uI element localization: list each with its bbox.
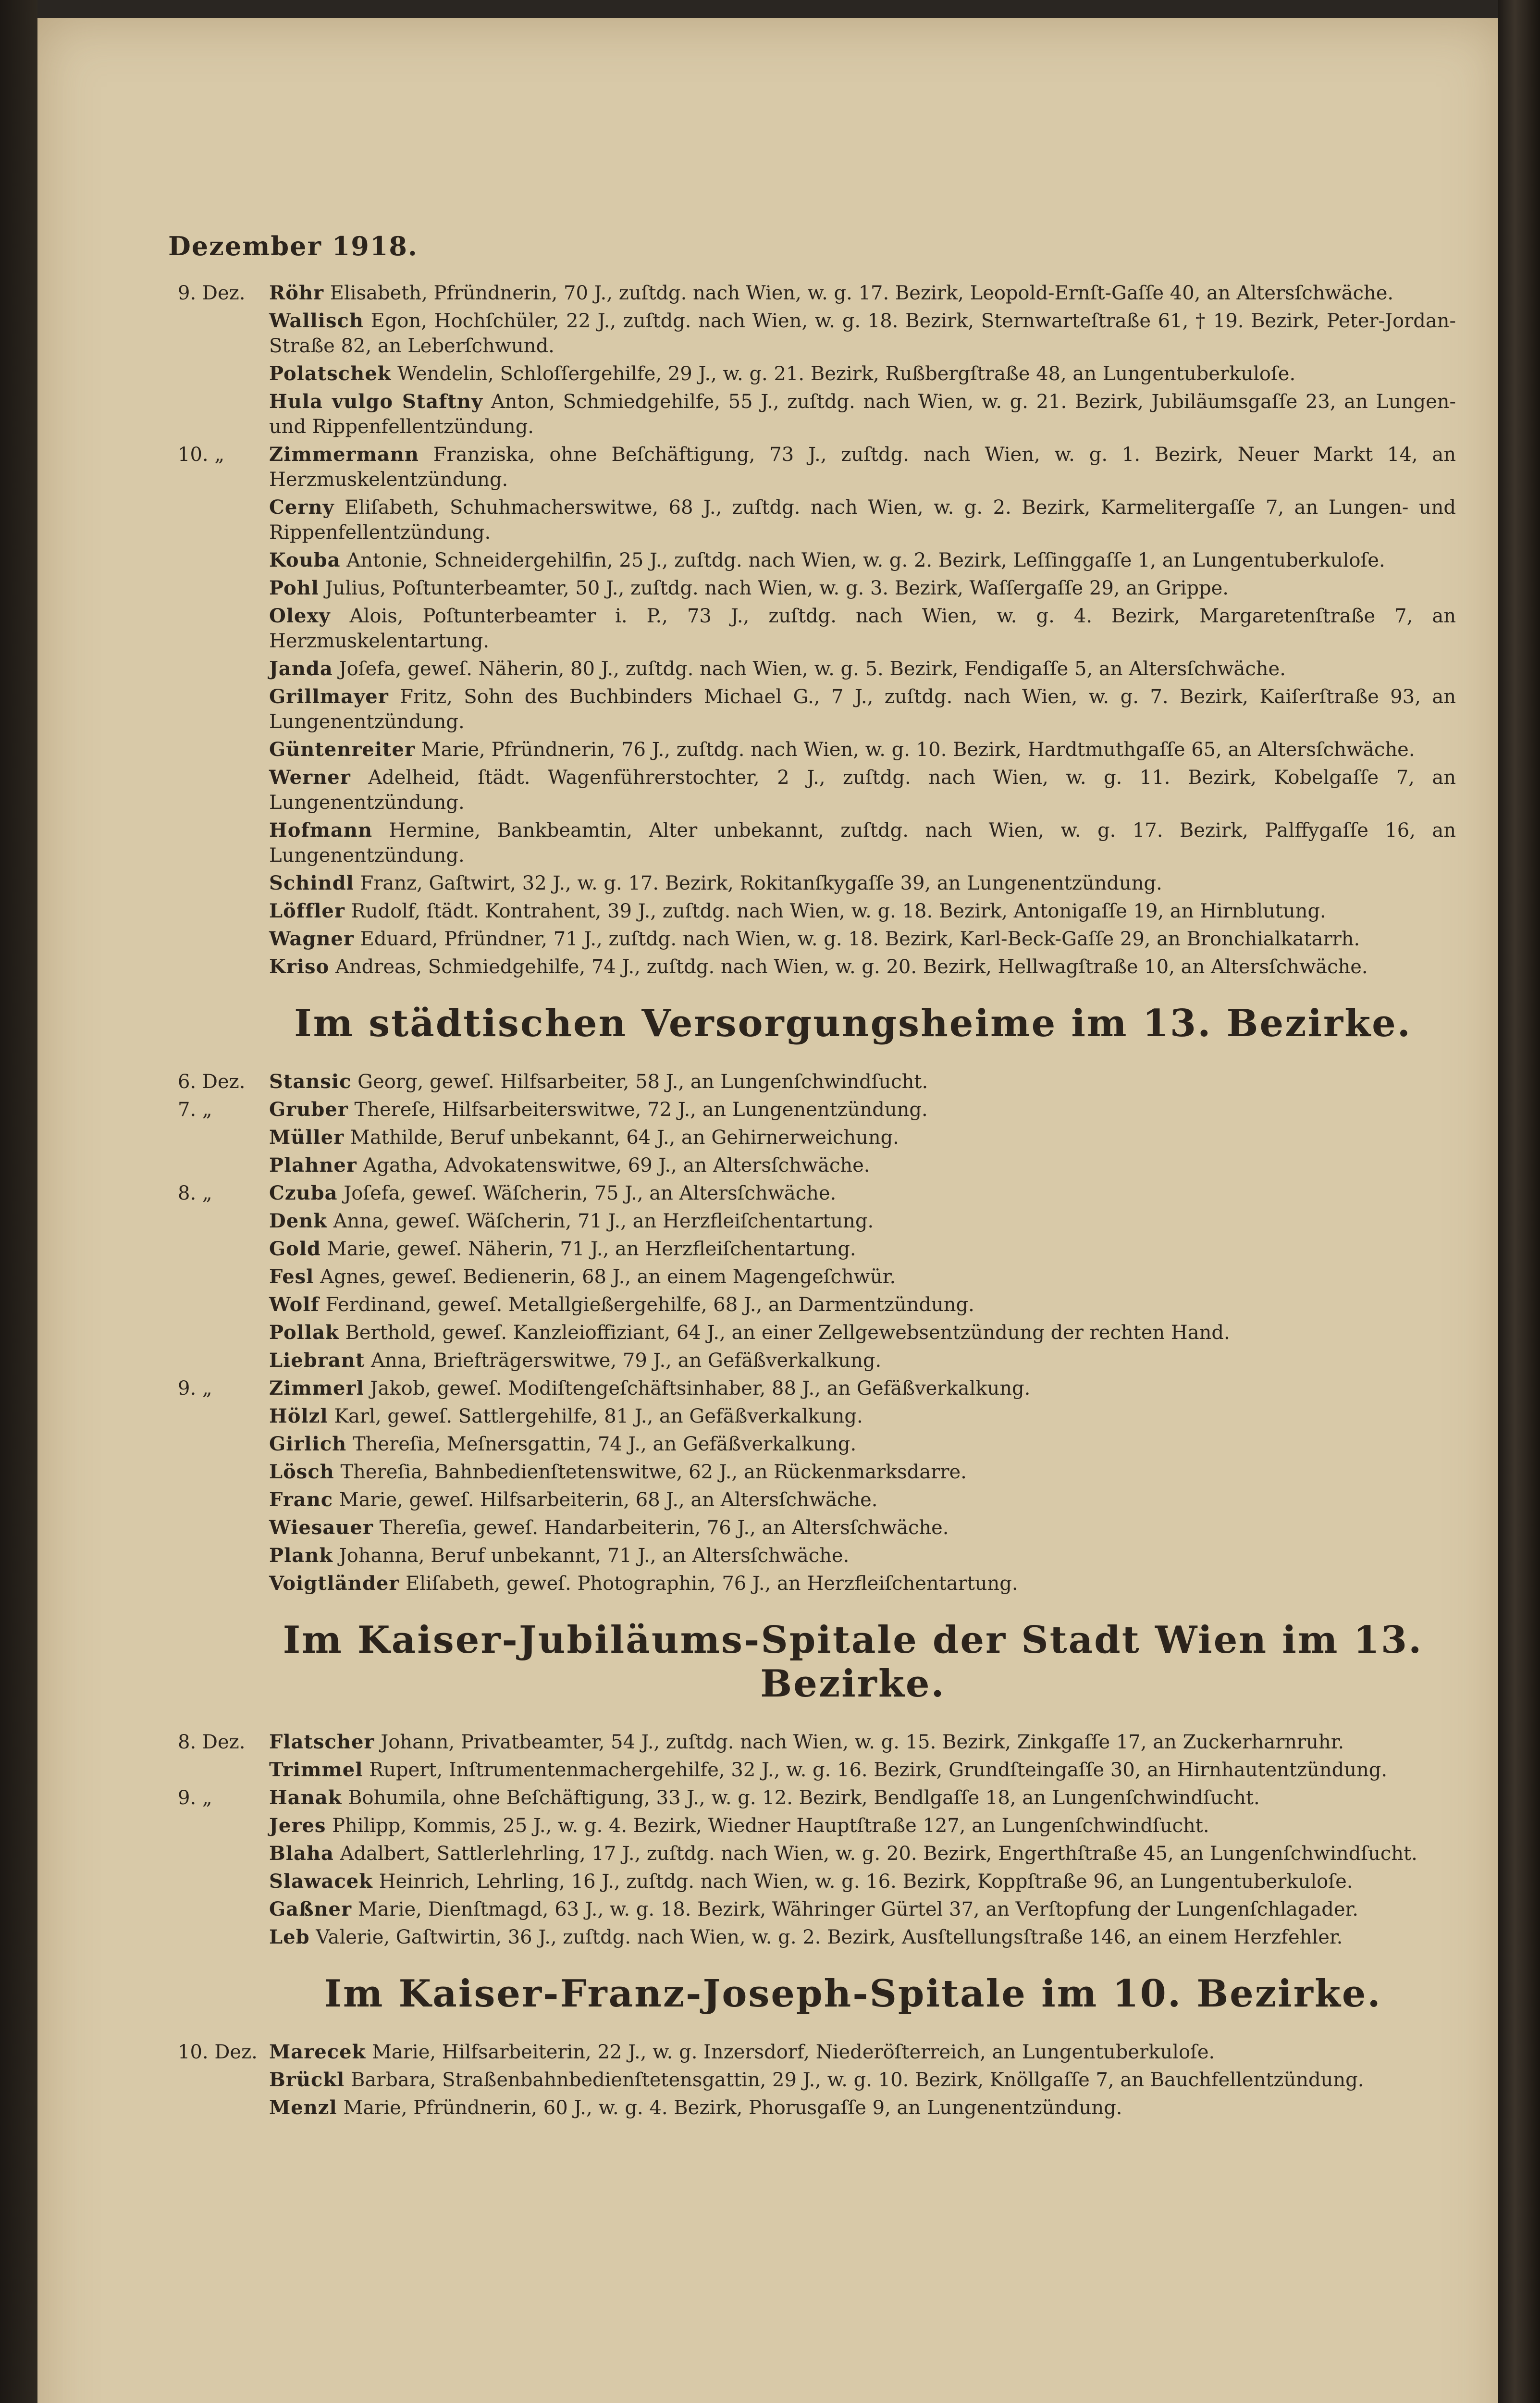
death-record-entry — [130, 1487, 1456, 1512]
entry-details: Andreas, Schmiedgehilfe, 74 J., zuſtdg. nach Wien, w. g. 20. Bezirk, Hellwagſtraße 10, an Altersſchwäche. — [335, 956, 1368, 978]
entry-date: 8. Dez. — [178, 1731, 246, 1753]
entry-name: Kriso — [269, 955, 330, 978]
death-record-entry — [130, 1292, 1456, 1317]
death-record-entry — [130, 1897, 1456, 1922]
entry-name: Hofmann — [269, 819, 373, 842]
death-record-entry — [130, 1069, 1456, 1094]
entry-details: Franziska, ohne Beſchäftigung, 73 J., zuſtdg. nach Wien, w. g. 1. Bezirk, Neuer Markt 14, an Herzmuskelentzündung. — [269, 444, 1456, 491]
entry-name: Lösch — [269, 1461, 334, 1483]
death-record-entry — [130, 1543, 1456, 1568]
entry-body — [269, 1730, 1456, 1755]
death-record-entry — [130, 927, 1456, 952]
entry-details: Ferdinand, geweſ. Metallgießergehilfe, 68 J., an Darmentzündung. — [325, 1294, 974, 1316]
death-record-entry — [130, 281, 1456, 306]
death-record-entry — [130, 309, 1456, 359]
entry-body — [269, 1460, 1456, 1485]
entry-body — [269, 1432, 1456, 1457]
entry-date: 7. „ — [178, 1099, 212, 1121]
entry-date: 10. „ — [178, 444, 225, 466]
entry-body — [269, 1925, 1456, 1950]
entry-body — [269, 737, 1456, 762]
entry-name: Fesl — [269, 1265, 314, 1288]
entry-date: 6. Dez. — [178, 1071, 246, 1093]
entry-name: Gaßner — [269, 1898, 352, 1920]
entry-date: 9. „ — [178, 1377, 212, 1400]
death-record-entry — [130, 871, 1456, 896]
document-content — [130, 231, 1456, 2123]
entry-name: Czuba — [269, 1182, 338, 1204]
entry-details: Berthold, geweſ. Kanzleioffiziant, 64 J., an einer Zellgewebsentzündung der rechten Hand. — [345, 1322, 1230, 1344]
death-record-entry — [130, 1515, 1456, 1540]
entry-name: Röhr — [269, 282, 324, 304]
entry-body — [269, 1758, 1456, 1783]
entry-body — [269, 1515, 1456, 1540]
death-record-entry — [130, 548, 1456, 573]
entry-details: Joſefa, geweſ. Wäſcherin, 75 J., an Altersſchwäche. — [344, 1182, 837, 1204]
entry-details: Marie, geweſ. Hilfsarbeiterin, 68 J., an Altersſchwäche. — [339, 1489, 878, 1511]
entry-details: Valerie, Gaſtwirtin, 36 J., zuſtdg. nach Wien, w. g. 2. Bezirk, Ausſtellungsſtraße 146, an einem Herzfehler. — [316, 1926, 1343, 1948]
death-record-entry — [130, 389, 1456, 439]
entry-body — [269, 2068, 1456, 2093]
scan-right-edge — [1498, 0, 1540, 2403]
entry-details: Mathilde, Beruf unbekannt, 64 J., an Gehirnerweichung. — [350, 1127, 899, 1149]
entry-name: Hula vulgo Staftny — [269, 390, 483, 413]
entry-body — [269, 1097, 1456, 1122]
entry-date: 9. „ — [178, 1787, 212, 1809]
death-record-entry — [130, 656, 1456, 681]
entry-name: Grillmayer — [269, 685, 389, 708]
entry-name: Wolf — [269, 1293, 320, 1316]
scan-left-edge — [0, 0, 37, 2403]
entry-body — [269, 1869, 1456, 1894]
entry-body — [269, 548, 1456, 573]
entry-name: Güntenreiter — [269, 738, 416, 761]
entry-name: Hölzl — [269, 1405, 328, 1427]
death-record-entry — [130, 1181, 1456, 1206]
entry-details: Adelheid, ſtädt. Wagenführerstochter, 2 J., zuſtdg. nach Wien, w. g. 11. Bezirk, Kobelgaſſe 7, an Lungenentzündung. — [269, 767, 1456, 814]
entry-date: 9. Dez. — [178, 282, 246, 304]
entry-details: Marie, Dienſtmagd, 63 J., w. g. 18. Bezirk, Währinger Gürtel 37, an Verſtopfung der Lungenſchlagader. — [357, 1898, 1358, 1920]
entry-body — [269, 2040, 1456, 2065]
entry-details: Eduard, Pfründner, 71 J., zuſtdg. nach Wien, w. g. 18. Bezirk, Karl-Beck-Gaſſe 29, an Bronchialkatarrh. — [360, 928, 1360, 950]
entry-body — [269, 309, 1456, 359]
entry-name: Zimmerl — [269, 1377, 364, 1400]
entry-body — [269, 281, 1456, 306]
entry-body — [269, 765, 1456, 815]
death-record-entry — [130, 2095, 1456, 2120]
entry-name: Voigtländer — [269, 1572, 400, 1595]
entry-date: 10. Dez. — [178, 2041, 258, 2063]
death-record-entry — [130, 1432, 1456, 1457]
entry-body — [269, 1813, 1456, 1838]
entry-details: Anna, Briefträgerswitwe, 79 J., an Gefäßverkalkung. — [371, 1350, 882, 1372]
entry-name: Slawacek — [269, 1870, 373, 1893]
entry-details: Thereſia, Meſnersgattin, 74 J., an Gefäßverkalkung. — [352, 1433, 857, 1455]
entry-details: Jakob, geweſ. Modiſtengeſchäftsinhaber, 88 J., an Gefäßverkalkung. — [370, 1377, 1031, 1400]
entry-name: Kouba — [269, 549, 341, 571]
entry-body — [269, 442, 1456, 492]
entry-details: Marie, Pfründnerin, 76 J., zuſtdg. nach Wien, w. g. 10. Bezirk, Hardtmuthgaſſe 65, an Altersſchwäche. — [421, 739, 1415, 761]
entry-name: Leb — [269, 1926, 310, 1948]
entry-details: Anna, geweſ. Wäſcherin, 71 J., an Herzfleiſchentartung. — [333, 1210, 874, 1232]
entry-name: Girlich — [269, 1433, 347, 1455]
entry-name: Müller — [269, 1126, 345, 1149]
entry-name: Schindl — [269, 872, 354, 894]
entry-details: Agnes, geweſ. Bedienerin, 68 J., an einem Magengeſchwür. — [320, 1266, 896, 1288]
entry-name: Janda — [269, 657, 333, 680]
death-record-entry — [130, 684, 1456, 734]
entry-name: Cerny — [269, 496, 334, 519]
death-record-entry — [130, 954, 1456, 979]
entry-name: Pohl — [269, 577, 319, 599]
death-record-entry — [130, 737, 1456, 762]
entry-details: Elisabeth, Pfründnerin, 70 J., zuſtdg. nach Wien, w. g. 17. Bezirk, Leopold-Ernſt-Gaſſe 40, an Altersſchwäche. — [330, 282, 1394, 304]
entry-details: Bohumila, ohne Beſchäftigung, 33 J., w. g. 12. Bezirk, Bendlgaſſe 18, an Lungenſchwindſucht. — [348, 1787, 1260, 1809]
death-record-entry — [130, 1730, 1456, 1755]
death-record-entry — [130, 1376, 1456, 1401]
death-record-entry — [130, 1869, 1456, 1894]
entry-details: Marie, Hilfsarbeiterin, 22 J., w. g. Inzersdorf, Niederöſterreich, an Lungentuberkuloſe. — [371, 2041, 1215, 2063]
entry-details: Barbara, Straßenbahnbedienſtetensgattin, 29 J., w. g. 10. Bezirk, Knöllgaſſe 7, an Bauchfellentzündung. — [350, 2069, 1364, 2091]
entry-details: Franz, Gaſtwirt, 32 J., w. g. 17. Bezirk, Rokitanſkygaſſe 39, an Lungenentzündung. — [360, 872, 1162, 894]
entry-body — [269, 1487, 1456, 1512]
entry-name: Gold — [269, 1238, 321, 1260]
entry-details: Marie, Pfründnerin, 60 J., w. g. 4. Bezirk, Phorusgaſſe 9, an Lungenentzündung. — [343, 2097, 1122, 2119]
death-record-entry — [130, 604, 1456, 654]
entry-name: Brückl — [269, 2069, 345, 2091]
entry-body — [269, 1841, 1456, 1866]
entry-body — [269, 954, 1456, 979]
entry-details: Eliſabeth, geweſ. Photographin, 76 J., an Herzfleiſchentartung. — [406, 1573, 1018, 1595]
entry-name: Olexy — [269, 605, 331, 627]
entry-name: Löffler — [269, 900, 345, 922]
entry-body — [269, 1785, 1456, 1810]
entry-body — [269, 576, 1456, 601]
entry-body — [269, 1320, 1456, 1345]
entry-name: Hanak — [269, 1786, 342, 1809]
entry-name: Trimmel — [269, 1759, 363, 1781]
death-record-entry — [130, 1404, 1456, 1429]
entry-body — [269, 495, 1456, 545]
entry-name: Wallisch — [269, 310, 364, 332]
death-record-entry — [130, 765, 1456, 815]
death-record-entry — [130, 1785, 1456, 1810]
entry-details: Rudolf, ſtädt. Kontrahent, 39 J., zuſtdg. nach Wien, w. g. 18. Bezirk, Antonigaſſe 19, an Hirnblutung. — [351, 900, 1326, 922]
death-record-entry — [130, 2040, 1456, 2065]
death-record-entry — [130, 495, 1456, 545]
entry-name: Flatscher — [269, 1731, 375, 1753]
entry-name: Jeres — [269, 1814, 326, 1837]
entry-body — [269, 656, 1456, 681]
death-record-entry — [130, 1237, 1456, 1262]
death-record-entry — [130, 1348, 1456, 1373]
entry-body — [269, 899, 1456, 924]
death-record-entry — [130, 361, 1456, 386]
entry-body — [269, 2095, 1456, 2120]
entry-details: Egon, Hochſchüler, 22 J., zuſtdg. nach Wien, w. g. 18. Bezirk, Sternwarteſtraße 61, † 19. Bezirk, Peter-Jordan-Straße 82, an Leberſchwund. — [269, 310, 1456, 357]
entry-body — [269, 927, 1456, 952]
entry-name: Wiesauer — [269, 1516, 373, 1539]
entry-body — [269, 871, 1456, 896]
entry-body — [269, 818, 1456, 868]
entry-body — [269, 1543, 1456, 1568]
entry-name: Werner — [269, 766, 351, 789]
entry-details: Thereſe, Hilfsarbeiterswitwe, 72 J., an Lungenentzündung. — [354, 1099, 928, 1121]
entry-name: Liebrant — [269, 1349, 365, 1372]
entry-name: Stansic — [269, 1070, 352, 1093]
death-record-entry — [130, 1460, 1456, 1485]
entry-details: Alois, Poſtunterbeamter i. P., 73 J., zuſtdg. nach Wien, w. g. 4. Bezirk, Margaretenſtraße 7, an Herzmuskelentartung. — [269, 605, 1456, 652]
entry-details: Eliſabeth, Schuhmacherswitwe, 68 J., zuſtdg. nach Wien, w. g. 2. Bezirk, Karmelitergaſſe 7, an Lungen- und Rippenfellentzündung. — [269, 496, 1456, 544]
entry-details: Joſefa, geweſ. Näherin, 80 J., zuſtdg. nach Wien, w. g. 5. Bezirk, Fendigaſſe 5, an Altersſchwäche. — [339, 658, 1286, 680]
entry-body — [269, 1292, 1456, 1317]
death-record-entry — [130, 1125, 1456, 1150]
entry-details: Rupert, Inſtrumentenmachergehilfe, 32 J., w. g. 16. Bezirk, Grundſteingaſſe 30, an Hirnhautentzündung. — [369, 1759, 1388, 1781]
entry-body — [269, 1069, 1456, 1094]
entry-body — [269, 1404, 1456, 1429]
entry-body — [269, 1897, 1456, 1922]
death-record-entry — [130, 1097, 1456, 1122]
entry-name: Plahner — [269, 1154, 357, 1177]
entry-details: Marie, geweſ. Näherin, 71 J., an Herzfleiſchentartung. — [327, 1238, 856, 1260]
entry-name: Wagner — [269, 928, 354, 950]
entry-name: Polatschek — [269, 362, 392, 385]
entry-details: Philipp, Kommis, 25 J., w. g. 4. Bezirk, Wiedner Hauptſtraße 127, an Lungenſchwindſucht. — [332, 1815, 1209, 1837]
entry-details: Karl, geweſ. Sattlergehilfe, 81 J., an Gefäßverkalkung. — [334, 1405, 863, 1427]
entry-body — [269, 1264, 1456, 1289]
death-record-entry — [130, 818, 1456, 868]
entry-name: Pollak — [269, 1321, 339, 1344]
entry-name: Gruber — [269, 1098, 348, 1121]
entry-details: Wendelin, Schloſſergehilfe, 29 J., w. g. 21. Bezirk, Rußbergſtraße 48, an Lungentuberkuloſe. — [397, 363, 1296, 385]
entry-name: Franc — [269, 1488, 333, 1511]
death-record-entry — [130, 1209, 1456, 1234]
entry-body — [269, 1376, 1456, 1401]
death-record-entry — [130, 1264, 1456, 1289]
entry-date: 8. „ — [178, 1182, 212, 1204]
death-record-entry — [130, 1841, 1456, 1866]
entry-body — [269, 604, 1456, 654]
entry-details: Johanna, Beruf unbekannt, 71 J., an Altersſchwäche. — [339, 1545, 850, 1567]
sections-container — [130, 281, 1456, 2120]
death-record-entry — [130, 1320, 1456, 1345]
section-title: Im Kaiser-Franz-Joseph-Spitale im 10. Bezirke. — [324, 1972, 1382, 2016]
entry-name: Denk — [269, 1210, 327, 1232]
death-record-entry — [130, 1153, 1456, 1178]
entry-details: Antonie, Schneidergehilfin, 25 J., zuſtdg. nach Wien, w. g. 2. Bezirk, Leſſinggaſſe 1, an Lungentuberkuloſe. — [346, 549, 1385, 571]
entry-body — [269, 1237, 1456, 1262]
death-record-entry — [130, 576, 1456, 601]
entry-body — [269, 1348, 1456, 1373]
death-record-entry — [130, 2068, 1456, 2093]
entry-body — [269, 1181, 1456, 1206]
death-record-entry — [130, 1925, 1456, 1950]
entry-name: Menzl — [269, 2096, 337, 2119]
entry-name: Blaha — [269, 1842, 334, 1865]
entry-details: Fritz, Sohn des Buchbinders Michael G., 7 J., zuſtdg. nach Wien, w. g. 7. Bezirk, Kaiſerſtraße 93, an Lungenentzündung. — [269, 686, 1456, 733]
entry-details: Adalbert, Sattlerlehrling, 17 J., zuſtdg. nach Wien, w. g. 20. Bezirk, Engerthſtraße 45, an Lungenſchwindſucht. — [340, 1843, 1417, 1865]
entry-name: Zimmermann — [269, 443, 419, 466]
entry-details: Georg, geweſ. Hilfsarbeiter, 58 J., an Lungenſchwindſucht. — [357, 1071, 928, 1093]
section-title: Im städtischen Versorgungsheime im 13. Bezirke. — [294, 1002, 1412, 1045]
section-title: Im Kaiser-Jubiläums-Spitale der Stadt Wien im 13. Bezirke. — [283, 1618, 1423, 1706]
entry-details: Thereſia, geweſ. Handarbeiterin, 76 J., an Altersſchwäche. — [379, 1517, 949, 1539]
death-record-entry — [130, 442, 1456, 492]
entry-body — [269, 1153, 1456, 1178]
page-heading: Dezember 1918. — [168, 231, 418, 261]
entry-details: Julius, Poſtunterbeamter, 50 J., zuſtdg. nach Wien, w. g. 3. Bezirk, Waſſergaſſe 29, an Grippe. — [325, 577, 1229, 599]
death-record-entry — [130, 899, 1456, 924]
entry-details: Johann, Privatbeamter, 54 J., zuſtdg. nach Wien, w. g. 15. Bezirk, Zinkgaſſe 17, an Zuckerharnruhr. — [381, 1731, 1344, 1753]
entry-name: Marecek — [269, 2041, 366, 2063]
entry-body — [269, 361, 1456, 386]
death-record-entry — [130, 1813, 1456, 1838]
entry-details: Heinrich, Lehrling, 16 J., zuſtdg. nach Wien, w. g. 16. Bezirk, Koppſtraße 96, an Lungentuberkuloſe. — [379, 1870, 1353, 1893]
entry-details: Agatha, Advokatenswitwe, 69 J., an Altersſchwäche. — [363, 1154, 870, 1177]
entry-details: Anton, Schmiedgehilfe, 55 J., zuſtdg. nach Wien, w. g. 21. Bezirk, Jubiläumsgaſſe 23, an Lungen- und Rippenfellentzündung. — [269, 391, 1456, 438]
entry-body — [269, 389, 1456, 439]
entry-details: Hermine, Bankbeamtin, Alter unbekannt, zuſtdg. nach Wien, w. g. 17. Bezirk, Palffygaſſe 16, an Lungenentzündung. — [269, 819, 1456, 867]
entry-body — [269, 1209, 1456, 1234]
death-record-entry — [130, 1571, 1456, 1596]
entry-name: Plank — [269, 1544, 333, 1567]
entry-details: Thereſia, Bahnbedienſtetenswitwe, 62 J., an Rückenmarksdarre. — [340, 1461, 967, 1483]
entry-body — [269, 1125, 1456, 1150]
entry-body — [269, 1571, 1456, 1596]
death-record-entry — [130, 1758, 1456, 1783]
entry-body — [269, 684, 1456, 734]
